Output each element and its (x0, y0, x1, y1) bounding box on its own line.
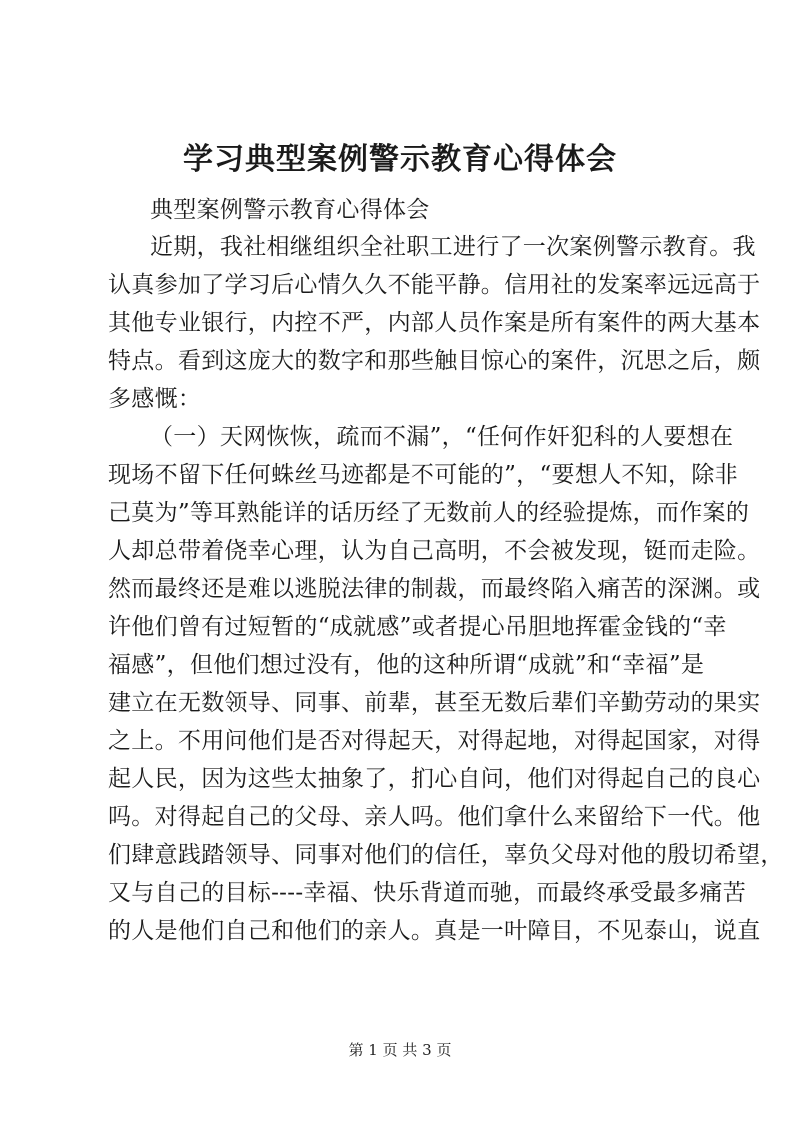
paragraph-line: 福感”，但他们想过没有，他的这种所谓“成就”和“幸福”是 (108, 652, 705, 678)
paragraph-line: 然而最终还是难以逃脱法律的制裁，而最终陷入痛苦的深渊。或 (108, 576, 761, 602)
paragraph-line: 己莫为”等耳熟能详的话历经了无数前人的经验提炼，而作案的 (108, 500, 750, 526)
paragraph-line: 建立在无数领导、同事、前辈，甚至无数后辈们辛勤劳动的果实 (108, 690, 761, 716)
paragraph-line: 起人民，因为这些太抽象了，扪心自问，他们对得起自己的良心 (108, 766, 761, 792)
page-number-footer: 第 1 页 共 3 页 (348, 1041, 452, 1059)
paragraph-line: 们肆意践踏领导、同事对他们的信任，辜负父母对他的殷切希望， (108, 842, 784, 868)
paragraph-line: 又与自己的目标----幸福、快乐背道而驰，而最终承受最多痛苦 (108, 880, 747, 906)
paragraph-line: 吗。对得起自己的父母、亲人吗。他们拿什么来留给下一代。他 (108, 804, 761, 830)
paragraph-line: 人却总带着侥幸心理，认为自己高明，不会被发现，铤而走险。 (108, 538, 761, 564)
paragraph-line: 多感慨： (108, 386, 202, 412)
paragraph-line: 的人是他们自己和他们的亲人。真是一叶障目，不见泰山，说直 (108, 918, 761, 944)
paragraph-line: 认真参加了学习后心情久久不能平静。信用社的发案率远远高于 (108, 272, 761, 298)
paragraph-line: 其他专业银行，内控不严，内部人员作案是所有案件的两大基本 (108, 310, 761, 336)
paragraph-line: 现场不留下任何蛛丝马迹都是不可能的”，“要想人不知，除非 (108, 462, 738, 488)
document-title: 学习典型案例警示教育心得体会 (183, 142, 617, 177)
paragraph-line: （一）天网恢恢，疏而不漏”，“任何作奸犯科的人要想在 (150, 424, 734, 450)
document-subtitle: 典型案例警示教育心得体会 (150, 197, 430, 223)
paragraph-line: 特点。看到这庞大的数字和那些触目惊心的案件，沉思之后，颇 (108, 348, 761, 374)
paragraph-line: 近期，我社相继组织全社职工进行了一次案例警示教育。我 (150, 234, 756, 260)
paragraph-line: 之上。不用问他们是否对得起天，对得起地，对得起国家，对得 (108, 728, 761, 754)
paragraph-line: 许他们曾有过短暂的“成就感”或者提心吊胆地挥霍金钱的“幸 (108, 614, 727, 640)
